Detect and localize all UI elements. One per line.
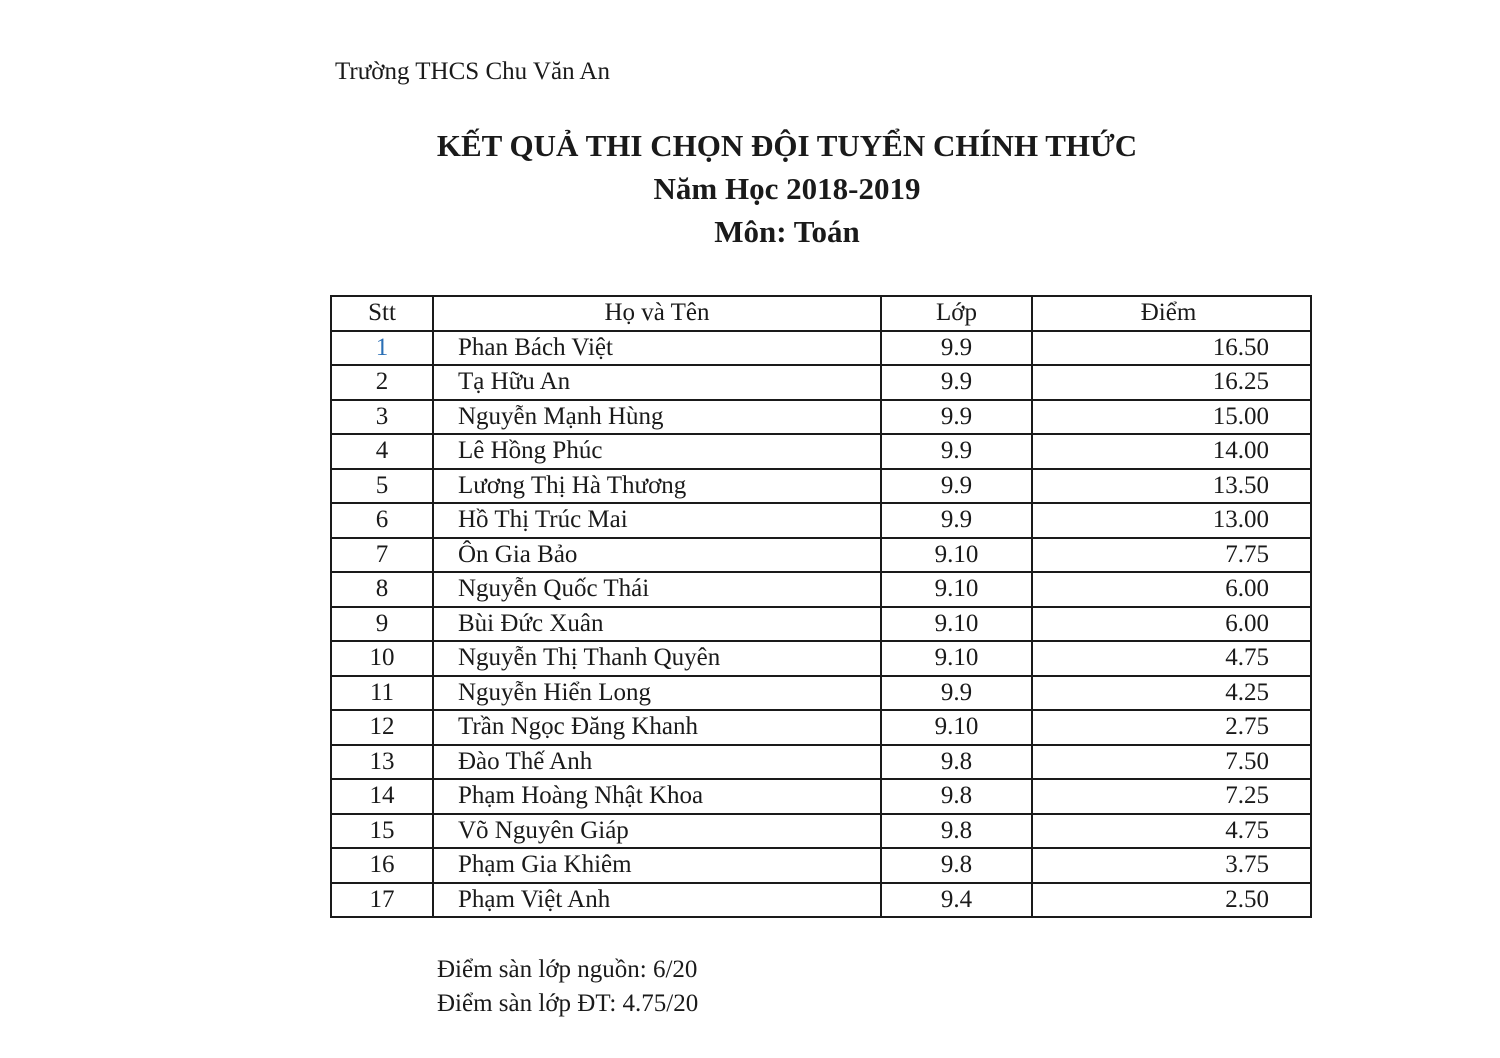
score-cell: 13.00 bbox=[1032, 503, 1311, 538]
results-table bbox=[330, 295, 1312, 918]
name-cell: Lê Hồng Phúc bbox=[433, 434, 881, 469]
score-cell: 13.50 bbox=[1032, 469, 1311, 504]
table-row bbox=[331, 607, 1311, 642]
table-row bbox=[331, 883, 1311, 918]
name-cell: Tạ Hữu An bbox=[433, 365, 881, 400]
class-cell: 9.9 bbox=[881, 400, 1032, 435]
name-cell: Hồ Thị Trúc Mai bbox=[433, 503, 881, 538]
score-cell: 16.25 bbox=[1032, 365, 1311, 400]
source-class-threshold: Điểm sàn lớp nguồn: 6/20 bbox=[437, 956, 698, 983]
name-cell: Nguyễn Mạnh Hùng bbox=[433, 400, 881, 435]
score-cell: 2.50 bbox=[1032, 883, 1311, 918]
score-cell: 6.00 bbox=[1032, 572, 1311, 607]
name-cell: Lương Thị Hà Thương bbox=[433, 469, 881, 504]
class-cell: 9.9 bbox=[881, 469, 1032, 504]
table-row bbox=[331, 365, 1311, 400]
score-cell: 2.75 bbox=[1032, 710, 1311, 745]
table-row bbox=[331, 814, 1311, 849]
score-cell: 4.25 bbox=[1032, 676, 1311, 711]
table-row bbox=[331, 331, 1311, 366]
name-cell: Phan Bách Việt bbox=[433, 331, 881, 366]
table-row bbox=[331, 572, 1311, 607]
name-cell: Nguyễn Thị Thanh Quyên bbox=[433, 641, 881, 676]
table-row bbox=[331, 848, 1311, 883]
stt-link[interactable]: 1 bbox=[375, 333, 389, 361]
score-cell: 3.75 bbox=[1032, 848, 1311, 883]
stt-cell: 8 bbox=[331, 572, 433, 607]
stt-cell: 12 bbox=[331, 710, 433, 745]
name-cell: Nguyễn Hiển Long bbox=[433, 676, 881, 711]
col-header-class: Lớp bbox=[881, 296, 1032, 331]
score-cell: 15.00 bbox=[1032, 400, 1311, 435]
stt-cell: 9 bbox=[331, 607, 433, 642]
class-cell: 9.8 bbox=[881, 745, 1032, 780]
name-cell: Đào Thế Anh bbox=[433, 745, 881, 780]
table-row bbox=[331, 779, 1311, 814]
score-cell: 6.00 bbox=[1032, 607, 1311, 642]
stt-cell: 14 bbox=[331, 779, 433, 814]
table-body bbox=[331, 331, 1311, 918]
col-header-name: Họ và Tên bbox=[433, 296, 881, 331]
name-cell: Trần Ngọc Đăng Khanh bbox=[433, 710, 881, 745]
table-row bbox=[331, 710, 1311, 745]
stt-cell: 2 bbox=[331, 365, 433, 400]
score-cell: 7.25 bbox=[1032, 779, 1311, 814]
score-cell: 7.50 bbox=[1032, 745, 1311, 780]
name-cell: Ôn Gia Bảo bbox=[433, 538, 881, 573]
table-row bbox=[331, 503, 1311, 538]
table-row bbox=[331, 469, 1311, 504]
table-header-row bbox=[331, 296, 1311, 331]
stt-cell: 11 bbox=[331, 676, 433, 711]
name-cell: Phạm Hoàng Nhật Khoa bbox=[433, 779, 881, 814]
stt-cell: 15 bbox=[331, 814, 433, 849]
col-header-score-label: Điểm bbox=[1140, 299, 1197, 327]
stt-cell: 3 bbox=[331, 400, 433, 435]
class-cell: 9.8 bbox=[881, 848, 1032, 883]
class-cell: 9.10 bbox=[881, 710, 1032, 745]
class-cell: 9.9 bbox=[881, 365, 1032, 400]
class-cell: 9.8 bbox=[881, 814, 1032, 849]
score-cell: 14.00 bbox=[1032, 434, 1311, 469]
class-cell: 9.8 bbox=[881, 779, 1032, 814]
team-class-threshold: Điểm sàn lớp ĐT: 4.75/20 bbox=[437, 990, 699, 1017]
stt-cell: 13 bbox=[331, 745, 433, 780]
score-cell: 16.50 bbox=[1032, 331, 1311, 366]
col-header-stt: Stt bbox=[331, 296, 433, 331]
page-title: KẾT QUẢ THI CHỌN ĐỘI TUYỂN CHÍNH THỨC bbox=[436, 128, 1138, 163]
name-cell: Nguyễn Quốc Thái bbox=[433, 572, 881, 607]
subject: Môn: Toán bbox=[714, 214, 860, 249]
class-cell: 9.9 bbox=[881, 331, 1032, 366]
table-row bbox=[331, 641, 1311, 676]
col-header-score bbox=[1032, 296, 1311, 331]
notes bbox=[437, 953, 698, 1021]
table-row bbox=[331, 434, 1311, 469]
school-name: Trường THCS Chu Văn An bbox=[335, 58, 610, 85]
name-cell: Phạm Việt Anh bbox=[433, 883, 881, 918]
class-cell: 9.4 bbox=[881, 883, 1032, 918]
table-row bbox=[331, 538, 1311, 573]
stt-cell: 17 bbox=[331, 883, 433, 918]
class-cell: 9.10 bbox=[881, 538, 1032, 573]
score-cell: 7.75 bbox=[1032, 538, 1311, 573]
stt-cell: 7 bbox=[331, 538, 433, 573]
name-cell: Bùi Đức Xuân bbox=[433, 607, 881, 642]
class-cell: 9.9 bbox=[881, 434, 1032, 469]
class-cell: 9.9 bbox=[881, 676, 1032, 711]
stt-cell: 10 bbox=[331, 641, 433, 676]
class-cell: 9.9 bbox=[881, 503, 1032, 538]
table-row bbox=[331, 676, 1311, 711]
score-cell: 4.75 bbox=[1032, 641, 1311, 676]
stt-cell bbox=[331, 331, 433, 366]
class-cell: 9.10 bbox=[881, 641, 1032, 676]
name-cell: Phạm Gia Khiêm bbox=[433, 848, 881, 883]
name-cell: Võ Nguyên Giáp bbox=[433, 814, 881, 849]
school-year: Năm Học 2018-2019 bbox=[653, 171, 921, 206]
stt-cell: 16 bbox=[331, 848, 433, 883]
title-block bbox=[0, 124, 1500, 253]
score-cell: 4.75 bbox=[1032, 814, 1311, 849]
table-row bbox=[331, 400, 1311, 435]
stt-cell: 4 bbox=[331, 434, 433, 469]
stt-cell: 6 bbox=[331, 503, 433, 538]
class-cell: 9.10 bbox=[881, 607, 1032, 642]
class-cell: 9.10 bbox=[881, 572, 1032, 607]
stt-cell: 5 bbox=[331, 469, 433, 504]
table-row bbox=[331, 745, 1311, 780]
